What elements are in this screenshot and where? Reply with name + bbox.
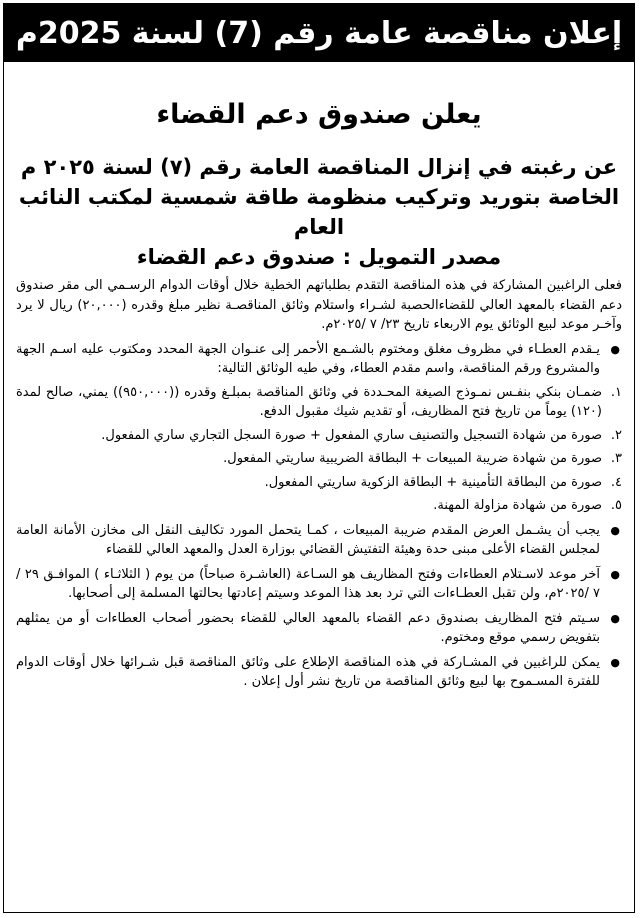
conditions-list xyxy=(16,340,622,692)
list-item: ● يمكن للراغبين في المشـاركة في هذه المناقصة الإطلاع على وثائق المناقصة قبل شـرائها خلال أوقات الدوام للفترة المسـموح بها لبيع وثائق المناقصة من تاريخ نشر أول إعلان . xyxy=(16,653,622,692)
document-item: ٣. صورة من شهادة ضريبة المبيعات + البطاقة الضريبية ساريتي المفعول. xyxy=(223,451,622,466)
document-item: ٤. صورة من البطاقة التأمينية + البطاقة الزكوية ساريتي المفعول. xyxy=(264,474,622,490)
list-item: ● سـيتم فتح المظاريف بصندوق دعم القضاء بالمعهد العالي للقضاء بحضور أصحاب العطاءات أو من يمثلهم بتفويض رسمي موقع ومختوم. xyxy=(16,609,622,648)
main-heading: يعلن صندوق دعم القضاء xyxy=(156,99,482,130)
document-item: ٢. صورة من شهادة التسجيل والتصنيف ساري المفعول + صورة السجل التجاري ساري المفعول. xyxy=(101,427,622,443)
submission-instructions: يـقدم العطـاء في مظروف مغلق ومختوم بالشـمع الأحمر إلى عنـوان الجهة المحدد ومكتوب عليه اسـم الجهة والمشروع ورقم المناقصة، واسم مقدم العطاء، وفي طيه الوثائق التالية: xyxy=(16,341,600,376)
required-documents-list xyxy=(16,383,622,516)
intro-paragraph: فعلى الراغبين المشاركة في هذه المناقصة التقدم بطلباتهم الخطية خلال أوقات الدوام الرسـمي الى مقر صندوق دعم القضاء بالمعهد العالي للقضاءالحصبة لشـراء واستلام وثائق المناقصـة نظير مبلغ وقدره (٢٠,٠٠٠) ريال لا يرد وآخـر موعد لبيع الوثائق يوم الاربعاء تاريخ ٢٣/ ٧ /٢٠٢٥م. xyxy=(16,278,623,332)
document-item: ١. ضمـان بنكي بنفـس نمـوذج الصيغة المحـددة في وثائق المناقصة بمبلـغ وقدره ((٩٥٠,٠٠٠)) يمني، صالح لمدة (١٢٠) يوماً من تاريخ فتح المظاريف، أو تقديم شيك مقبول الدفع. xyxy=(16,384,622,419)
list-item: ● آخر موعد لاسـتلام العطاءات وفتح المظاريف هو السـاعة (العاشـرة صباحاً) من يوم ( الثلاثـاء ) الموافـق ٢٩ / ٧ /٢٠٢٥م، ولن تقبل العطـاءات التي ترد بعد هذا الموعد وسيتم إعادتها بحالتها المسلمة إلى أصحابها. xyxy=(16,565,622,604)
list-item xyxy=(16,340,622,516)
list-item: ● يجب أن يشـمل العرض المقدم ضريبة المبيعات ، كمـا يتحمل المورد تكاليف النقل الى مخازن الأمانة العامة لمجلس القضاء الأعلى مبنى حدة وهيئة التفتيش القضائي بوزارة العدل والمعهد العالي للقضاء xyxy=(16,521,622,560)
tender-title-line: عن رغبته في إنزال المناقصة العامة رقم (٧) لسنة ٢٠٢٥ م xyxy=(20,155,618,179)
announcement-frame xyxy=(3,3,635,913)
tender-subject-line: الخاصة بتوريد وتركيب منظومة طاقة شمسية لمكتب النائب العام xyxy=(18,185,620,239)
funding-source-line: مصدر التمويل : صندوق دعم القضاء xyxy=(136,245,502,269)
announcement-banner: إعلان مناقصة عامة رقم (7) لسنة 2025م xyxy=(4,4,634,62)
announcement-body xyxy=(16,62,622,697)
document-item: ٥. صورة من شهادة مزاولة المهنة. xyxy=(433,498,622,513)
